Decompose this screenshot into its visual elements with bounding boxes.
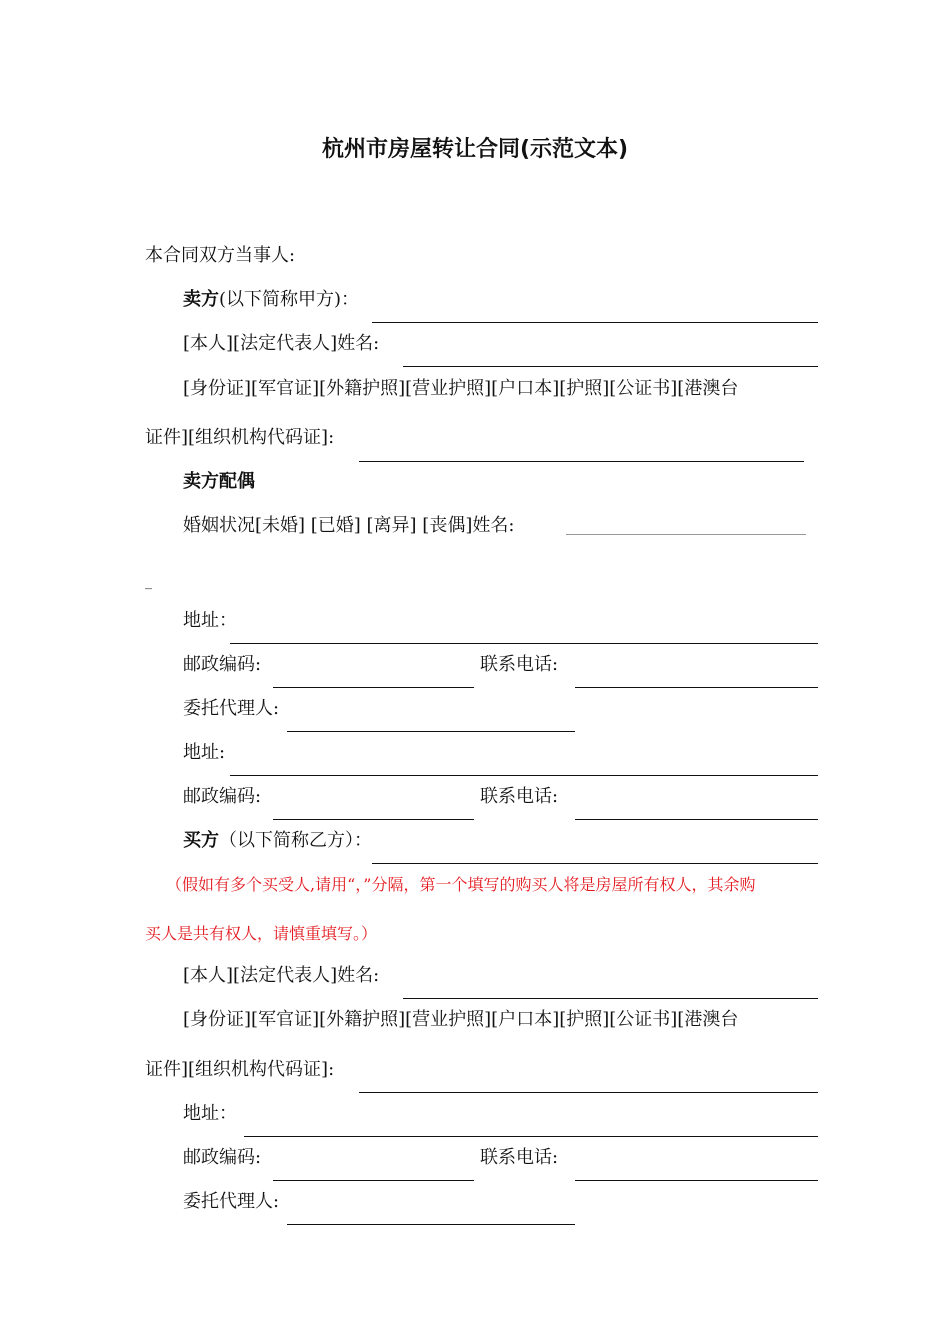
buyer-phone-blank[interactable]	[575, 1180, 818, 1181]
spouse-heading: 卖方配偶	[183, 471, 255, 492]
spouse-postcode-blank[interactable]	[273, 687, 474, 688]
agent-phone-blank[interactable]	[575, 819, 818, 820]
buyer-address-blank[interactable]	[244, 1136, 818, 1137]
buyer-name-label: [本人][法定代表人]姓名:	[183, 965, 380, 986]
stray-underscore: _	[145, 574, 152, 590]
agent-label: 委托代理人:	[183, 698, 280, 719]
buyer-id-blank[interactable]	[359, 1092, 818, 1093]
seller-heading	[183, 288, 359, 312]
seller-id-label-line2: 证件][组织机构代码证]:	[145, 427, 335, 448]
buyer-name-blank[interactable]	[403, 998, 818, 999]
buyer-address-label: 地址：	[183, 1103, 237, 1124]
seller-name-label: [本人][法定代表人]姓名:	[183, 333, 380, 354]
spouse-address-label: 地址：	[183, 610, 237, 631]
seller-name-blank[interactable]	[403, 366, 818, 367]
spouse-phone-blank[interactable]	[575, 687, 818, 688]
agent-postcode-label: 邮政编码:	[183, 786, 262, 807]
buyer-blank-line[interactable]	[372, 863, 818, 864]
buyer-note-line2: 买人是共有权人，请慎重填写。）	[145, 924, 378, 943]
spouse-address-blank[interactable]	[230, 643, 818, 644]
buyer-id-label-line2: 证件][组织机构代码证]:	[145, 1059, 335, 1080]
buyer-id-label-line1: [身份证][军官证][外籍护照][营业护照][户口本][护照][公证书][港澳台	[183, 1009, 739, 1030]
buyer-note-line1: （假如有多个买受人,请用“，”分隔，第一个填写的购买人将是房屋所有权人，其余购	[166, 875, 756, 894]
marital-status-label: 婚姻状况[未婚] [已婚] [离异] [丧偶]姓名:	[183, 515, 515, 536]
seller-blank-line[interactable]	[372, 322, 818, 323]
buyer-heading-bold: 买方	[183, 830, 219, 851]
spouse-postcode-label: 邮政编码:	[183, 654, 262, 675]
buyer-postcode-label: 邮政编码:	[183, 1147, 262, 1168]
agent-address-label: 地址:	[183, 742, 226, 763]
seller-heading-rest: (以下简称甲方)：	[219, 289, 360, 310]
agent-postcode-blank[interactable]	[273, 819, 474, 820]
agent-blank[interactable]	[287, 731, 575, 732]
buyer-heading	[183, 829, 372, 853]
buyer-phone-label: 联系电话:	[480, 1147, 559, 1168]
buyer-agent-blank[interactable]	[287, 1224, 575, 1225]
buyer-postcode-blank[interactable]	[273, 1180, 474, 1181]
seller-id-blank[interactable]	[359, 461, 804, 462]
spouse-name-blank[interactable]	[566, 534, 806, 535]
spouse-phone-label: 联系电话:	[480, 654, 559, 675]
seller-heading-bold: 卖方	[183, 289, 219, 310]
page-title: 杭州市房屋转让合同(示范文本)	[321, 137, 629, 162]
buyer-heading-rest: （以下简称乙方）：	[219, 830, 372, 851]
agent-phone-label: 联系电话:	[480, 786, 559, 807]
intro-text: 本合同双方当事人:	[145, 245, 296, 266]
buyer-agent-label: 委托代理人:	[183, 1191, 280, 1212]
agent-address-blank[interactable]	[230, 775, 818, 776]
seller-id-label-line1: [身份证][军官证][外籍护照][营业护照][户口本][护照][公证书][港澳台	[183, 378, 739, 399]
